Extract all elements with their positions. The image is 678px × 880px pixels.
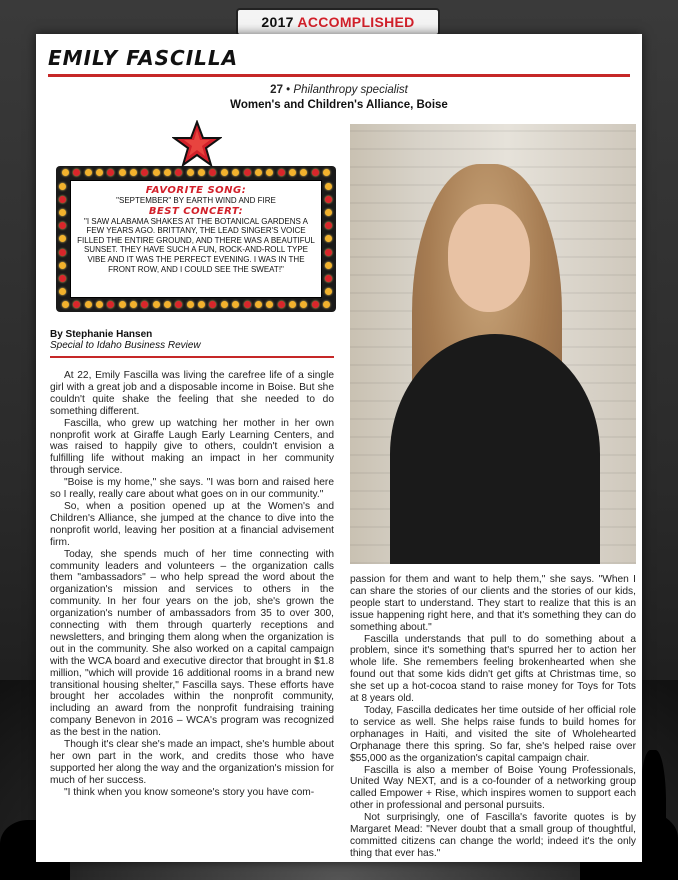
paragraph: passion for them and want to help them," she says. "When I can share the stories of our clients and the stories of our kids, people start to understand. They start to realize that this is an issue happening right here, and that it's something they can do something about." — [350, 574, 636, 633]
paragraph: "I think when you know someone's story you have com- — [64, 786, 315, 798]
profile-age: 27 — [270, 84, 283, 96]
title-rule — [48, 74, 630, 77]
paragraph: Today, Fascilla dedicates her time outside of her official role to service as well. She helps raise funds to build homes for orphanages in Haiti, and visited the site of Wholehearted Orphanage there this spring. So far, she's helped raise over $55,000 as the organization's capital campaign chair. — [350, 704, 636, 764]
star-icon — [172, 120, 222, 170]
paragraph: Today, she spends much of her time connecting with community leaders and volunteers – the organization calls them "ambassadors" – who help spread the word about the organization's mission and services to others in the community. In her four years on the job, she's grown the organization's number of ambassadors from 35 to over 300, connecting with them through quarterly receptions and newsletters, and bringing them along when the organization is out in the community. She also worked on a capital campaign with the WCA board and executive director that brought in $1.8 million, "which will provide 16 additional rooms in a brand new transitional housing shelter," Fascilla says. These efforts have brought her accolades within the nonprofit community, including an award from the nonprofit fundraising training company Benevon in 2016 – WCA's program was recognized as the best in the nation. — [50, 548, 334, 739]
best-concert: "I SAW ALABAMA SHAKES AT THE BOTANICAL GARDENS A FEW YEARS AGO. BRITTANY, THE LEAD SINGER'S VOICE FILLED THE ENTIRE GROUND, AND THERE WAS A BEAUTIFUL SUNSET. THEY HAVE SUCH A FUN, ROCK-AND-ROLL TYPE VIBE AND IT WAS THE PERFECT EVENING. I WAS IN THE FRONT ROW, AND I COULD SEE THE SWEAT!" — [77, 216, 315, 274]
paragraph: Though it's clear she's made an impact, she's humble about her own part in the work, and credits those who have supported her along the way and the organization's mission for much of her success. — [50, 739, 334, 786]
header-banner — [236, 8, 440, 36]
article-column-right — [350, 574, 636, 860]
article-page — [36, 34, 642, 862]
byline — [50, 329, 201, 351]
marquee-bulbs-bottom — [62, 301, 330, 309]
banner-accent: ACCOMPLISHED — [297, 14, 415, 30]
marquee-bulbs-top — [62, 169, 330, 177]
paragraph: Fascilla, who grew up watching her mother in her own nonprofit work at Giraffe Laugh Early Learning Centers, and was raised to happily give to others, couldn't envision a fulfilling life without making an impact in her community through service. — [50, 417, 334, 477]
profile-organization: Women's and Children's Alliance, Boise — [230, 99, 448, 111]
best-concert-label: BEST CONCERT: — [148, 205, 244, 217]
paragraph: Fascilla is also a member of Boise Young Professionals, United Way NEXT, and is a co-founder of a networking group called Empower + Rise, which inspires women to support each other in professional and personal pursuits. — [350, 764, 636, 812]
paragraph: So, when a position opened up at the Women's and Children's Alliance, she jumped at the chance to dive into the nonprofit world, leaving her position at a financial advisement firm. — [50, 500, 334, 548]
age-role-line: 27 • Philanthropy specialist — [270, 84, 408, 96]
paragraph: Not surprisingly, one of Fascilla's favorite quotes is by Margaret Mead: "Never doubt that a small group of thoughtful, committed citizens can change the world; indeed it's the only thing that ever has." — [350, 812, 636, 859]
marquee-sidebar — [56, 166, 336, 312]
profile-name: EMILY FASCILLA — [48, 46, 239, 70]
profile-role: Philanthropy specialist — [293, 84, 408, 96]
byline-rule — [50, 356, 334, 358]
paragraph: "Boise is my home," she says. "I was born and raised here so I really, really care about what goes on in our community." — [50, 477, 334, 501]
banner-year: 2017 — [261, 14, 294, 30]
paragraph: At 22, Emily Fascilla was living the carefree life of a single girl with a great job and a disposable income in Boise. But she couldn't quite shake the feeling that she needed to do something different. — [50, 370, 334, 417]
favorite-song: "SEPTEMBER" BY EARTH WIND AND FIRE — [116, 196, 276, 205]
article-column-left — [50, 370, 334, 799]
favorite-song-label: FAVORITE SONG: — [145, 185, 247, 196]
author-affiliation: Special to Idaho Business Review — [50, 340, 201, 351]
portrait-photo — [350, 124, 636, 564]
paragraph: Fascilla understands that pull to do something about a problem, since it's something that's spurred her to action her whole life. She remembers feeling brokenhearted when she found out that some kids didn't get gifts at Christmas time, so she set up a hot-cocoa stand to raise money for Toys for Tots at 8 years old. — [350, 633, 636, 705]
author: By Stephanie Hansen — [50, 329, 153, 340]
